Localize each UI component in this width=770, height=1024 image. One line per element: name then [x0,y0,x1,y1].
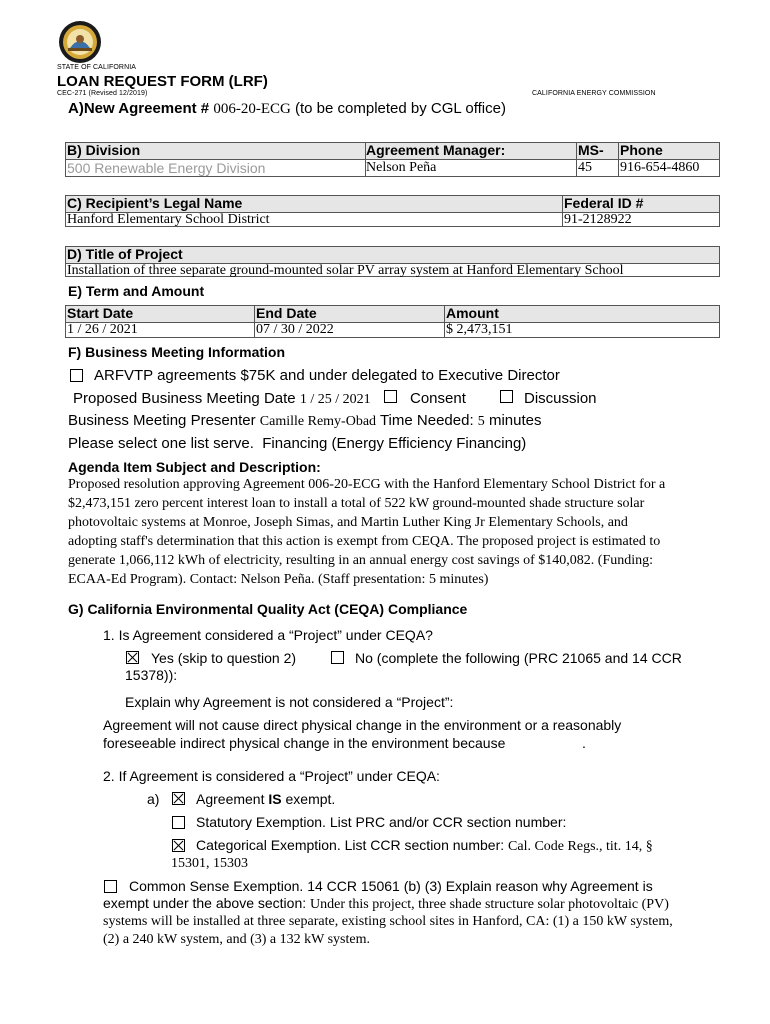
q1-no-label-cont: 15378)): [125,667,178,683]
divider [719,195,720,227]
is-exempt-label [196,791,335,808]
division-label: B) Division [67,142,141,158]
categorical-checkbox[interactable] [172,839,185,852]
time-unit: minutes [488,412,542,429]
categorical-value[interactable]: Cal. Code Regs., tit. 14, § [508,839,653,854]
section-e-row [65,322,719,338]
end-date-label: End Date [256,305,317,321]
ms-value[interactable]: 45 [578,160,592,175]
q1-yes-label: Yes (skip to question 2) [151,650,297,666]
amount-label: Amount [446,305,499,321]
project-title-value[interactable]: Installation of three separate ground-mounted solar PV array system at Hanford Elementary School [67,263,624,278]
common-sense-value-line-2[interactable]: systems will be installed at three separate, existing school sites in Hanford, CA: (1) a 150 kW system, [103,914,673,929]
agenda-line: Proposed resolution approving Agreement 006-20-ECG with the Hanford Elementary School District for a [68,477,666,492]
manager-label: Agreement Manager: [366,142,506,158]
consent-checkbox[interactable] [384,390,397,403]
discussion-checkbox[interactable] [500,390,513,403]
divider [65,305,66,338]
divider [444,305,445,338]
is-exempt-checkbox[interactable] [172,792,185,805]
common-sense-checkbox[interactable] [104,880,117,893]
manager-value[interactable]: Nelson Peña [366,160,437,175]
common-sense-label: Common Sense Exemption. 14 CCR 15061 (b) (3) Explain reason why Agreement is [129,878,653,894]
presenter-value[interactable]: Camille Remy-Obad [259,414,377,429]
agreement-number[interactable]: 006-20-ECG [213,101,291,117]
divider [365,142,366,177]
section-a-label: A)New Agreement # [68,100,210,117]
recipient-value[interactable]: Hanford Elementary School District [67,212,270,227]
start-date-label: Start Date [67,305,134,321]
amount-value[interactable]: $ 2,473,151 [446,322,513,337]
categorical-label: Categorical Exemption. List CCR section number: [196,837,505,853]
categorical-value-cont[interactable]: 15301, 15303 [171,856,248,871]
categorical-row [196,837,653,855]
presenter-row [68,412,541,431]
divider [65,142,66,177]
listserve-text[interactable]: Please select one list serve. Financing (Energy Efficiency Financing) [68,435,527,452]
divider [618,142,619,177]
statutory-checkbox[interactable] [172,816,185,829]
agenda-label: Agenda Item Subject and Description: [68,459,321,475]
arfvtp-checkbox[interactable] [70,369,83,382]
form-title: LOAN REQUEST FORM (LRF) [57,73,268,90]
discussion-label: Discussion [524,390,597,407]
form-code: CEC-271 (Revised 12/2019) [57,90,148,97]
consent-label: Consent [410,390,466,407]
explain-line-1[interactable]: Agreement will not cause direct physical change in the environment or a reasonably [103,717,622,733]
divider [719,142,720,177]
statutory-label: Statutory Exemption. List PRC and/or CCR section number: [196,814,567,830]
proposed-meeting-date[interactable]: 1 / 25 / 2021 [299,392,371,407]
agenda-description[interactable] [68,475,728,589]
state-label: STATE OF CALIFORNIA [57,64,137,71]
divider [562,195,563,227]
ceqa-question-2: 2. If Agreement is considered a “Project” under CEQA: [103,768,440,784]
proposed-meeting-label: Proposed Business Meeting Date [73,390,296,407]
common-sense-value-line-3[interactable]: (2) a 240 kW system, and (3) a 132 kW system. [103,932,370,947]
q1-yes-checkbox[interactable] [126,651,139,664]
explain-label: Explain why Agreement is not considered a “Project”: [125,694,454,710]
divider [719,305,720,338]
is-exempt-text-end: exempt. [281,791,336,807]
common-sense-label-cont: exempt under the above section: [103,895,307,911]
is-exempt-bold: IS [268,791,282,807]
section-e-header [65,305,719,323]
time-value[interactable]: 5 [477,414,485,429]
federal-id-value[interactable]: 91-2128922 [564,212,632,227]
presenter-label: Business Meeting Presenter [68,412,256,429]
q1-no-checkbox[interactable] [331,651,344,664]
divider [576,142,577,177]
state-seal-icon [58,20,102,64]
divider [719,246,720,277]
section-e-label: E) Term and Amount [68,283,205,299]
agenda-line: generate 1,066,112 kWh of electricity, resulting in an annual energy cost savings of $140,082. (Funding: [68,553,654,568]
phone-value[interactable]: 916-654-4860 [620,160,700,175]
agenda-line: adopting staff's determination that this action is exempt from CEQA. The proposed project is estimated to [68,534,661,549]
is-exempt-text: Agreement [196,791,269,807]
agenda-line: $2,473,151 zero percent interest loan to install a total of 522 kW ground-mounted shade structure solar [68,496,645,511]
q2a-prefix: a) [147,791,160,807]
common-sense-row-2 [103,895,669,913]
phone-label: Phone [620,142,663,158]
divider [65,195,66,227]
project-title-label: D) Title of Project [67,246,183,262]
time-label: Time Needed: [379,412,474,429]
recipient-label: C) Recipient’s Legal Name [67,195,243,211]
agenda-line: ECAA-Ed Program). Contact: Nelson Peña. (Staff presentation: 5 minutes) [68,572,489,587]
agency-label: CALIFORNIA ENERGY COMMISSION [532,90,656,97]
end-date-value[interactable]: 07 / 30 / 2022 [256,322,334,337]
proposed-meeting-row [73,390,371,409]
explain-line-2[interactable]: foreseeable indirect physical change in the environment because [103,735,506,751]
divider [65,246,66,277]
section-a [68,100,506,118]
explain-end: . [582,735,586,751]
section-a-note: (to be completed by CGL office) [295,100,506,117]
arfvtp-label: ARFVTP agreements $75K and under delegated to Executive Director [94,367,560,384]
q1-no-label: No (complete the following (PRC 21065 and 14 CCR [355,650,682,666]
common-sense-value[interactable]: Under this project, three shade structure solar photovoltaic (PV) [310,897,669,912]
ms-label: MS- [578,142,604,158]
section-f-label: F) Business Meeting Information [68,344,286,360]
divider [254,305,255,338]
section-g-label: G) California Environmental Quality Act (CEQA) Compliance [68,601,468,617]
ceqa-question-1: 1. Is Agreement considered a “Project” under CEQA? [103,627,433,643]
federal-id-label: Federal ID # [564,195,644,211]
division-value[interactable]: 500 Renewable Energy Division [67,160,266,176]
agenda-line: photovoltaic systems at Monroe, Joseph Simas, and Martin Luther King Jr Elementary Schools, and [68,515,628,530]
start-date-value[interactable]: 1 / 26 / 2021 [67,322,138,337]
